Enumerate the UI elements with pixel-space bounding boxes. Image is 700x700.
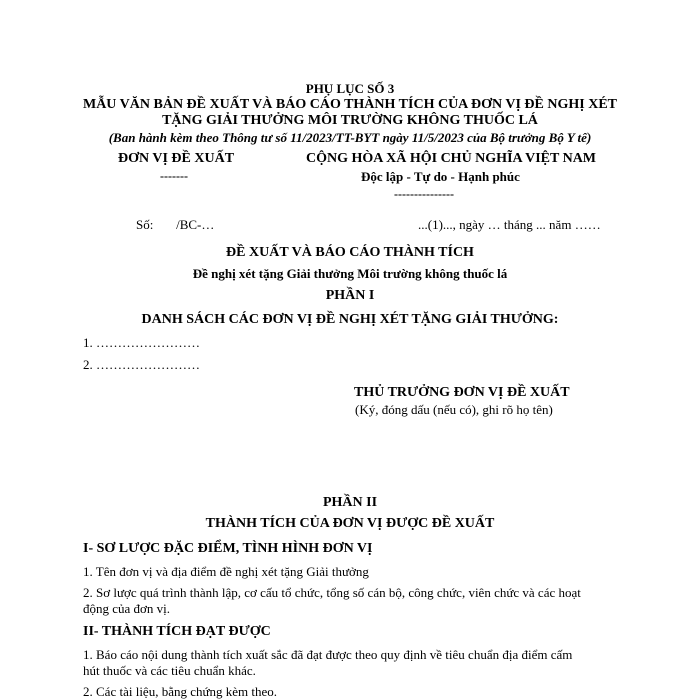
section-1-heading: I- SƠ LƯỢC ĐẶC ĐIỂM, TÌNH HÌNH ĐƠN VỊ bbox=[83, 541, 373, 556]
national-title: CỘNG HÒA XÃ HỘI CHỦ NGHĨA VIỆT NAM bbox=[306, 151, 597, 166]
list-item: 2. …………………… bbox=[83, 357, 200, 372]
section-2-item-1-line-1: 1. Báo cáo nội dung thành tích xuất sắc đã đạt được theo quy định về tiêu chuẩn địa điểm cấm bbox=[83, 647, 573, 662]
section-1-item-2-line-1: 2. Sơ lược quá trình thành lập, cơ cấu tổ chức, tổng số cán bộ, công chức, viên chức và các hoạt bbox=[83, 585, 581, 600]
document-title-line-2: TẶNG GIẢI THƯỞNG MÔI TRƯỜNG KHÔNG THUỐC LÁ bbox=[162, 113, 538, 128]
part-1-heading: PHẦN I bbox=[325, 288, 375, 303]
section-2-heading: II- THÀNH TÍCH ĐẠT ĐƯỢC bbox=[83, 624, 271, 639]
report-subtitle: Đề nghị xét tặng Giải thưởng Môi trường không thuốc lá bbox=[192, 266, 508, 281]
left-header-dashes: ------- bbox=[160, 169, 188, 183]
issued-note: (Ban hành kèm theo Thông tư số 11/2023/TT-BYT ngày 11/5/2023 của Bộ trưởng Bộ Y tế) bbox=[108, 130, 592, 145]
part-2-heading: PHẦN II bbox=[322, 495, 378, 510]
list-item: 1. …………………… bbox=[83, 335, 200, 350]
proposing-unit-label: ĐƠN VỊ ĐỀ XUẤT bbox=[118, 151, 235, 166]
report-title: ĐỀ XUẤT VÀ BÁO CÁO THÀNH TÍCH bbox=[226, 245, 474, 260]
signature-note: (Ký, đóng dấu (nếu có), ghi rõ họ tên) bbox=[355, 402, 553, 417]
signature-title: THỦ TRƯỞNG ĐƠN VỊ ĐỀ XUẤT bbox=[354, 385, 570, 400]
place-date: ...(1)..., ngày … tháng ... năm …… bbox=[418, 217, 601, 232]
report-number: Số: /BC-… bbox=[136, 217, 215, 232]
document-title-line-1: MẪU VĂN BẢN ĐỀ XUẤT VÀ BÁO CÁO THÀNH TÍCH CỦA ĐƠN VỊ ĐỀ NGHỊ XÉT bbox=[82, 97, 618, 112]
section-1-item-1: 1. Tên đơn vị và địa điểm đề nghị xét tặng Giải thưởng bbox=[83, 564, 369, 579]
right-header-dashes: --------------- bbox=[394, 187, 454, 201]
appendix-heading: PHỤ LỤC SỐ 3 bbox=[305, 81, 395, 96]
section-2-item-1-line-2: hút thuốc và các tiêu chuẩn khác. bbox=[83, 663, 256, 678]
part-1-title: DANH SÁCH CÁC ĐƠN VỊ ĐỀ NGHỊ XÉT TẶNG GIẢI THƯỞNG: bbox=[141, 312, 559, 327]
section-2-item-2: 2. Các tài liệu, bằng chứng kèm theo. bbox=[83, 684, 278, 699]
national-motto: Độc lập - Tự do - Hạnh phúc bbox=[361, 169, 520, 184]
section-1-item-2-line-2: động của đơn vị. bbox=[83, 601, 171, 616]
part-2-title: THÀNH TÍCH CỦA ĐƠN VỊ ĐƯỢC ĐỀ XUẤT bbox=[205, 516, 495, 531]
